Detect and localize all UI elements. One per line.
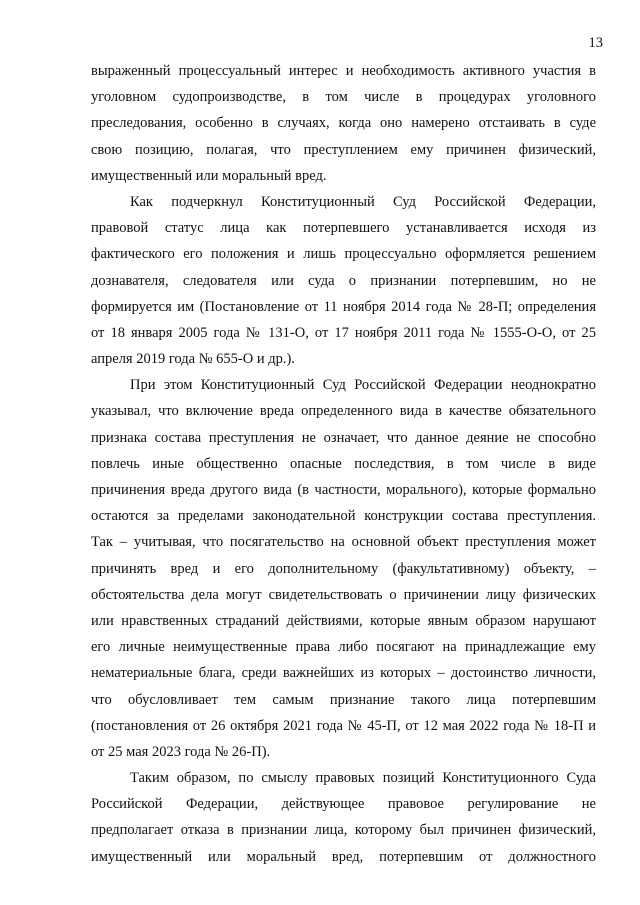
text-line: дознавателя, следователя или суда о признании потерпевшим, но не [91,272,596,289]
text-line: Так – учитывая, что посягательство на основной объект преступления может [91,534,596,551]
text-line: от 25 мая 2023 года № 26-П). [91,743,271,760]
text-line: признака состава преступления не означает, что данное деяние не способно [91,429,596,446]
text-line: выраженный процессуальный интерес и необходимость активного участия в [91,63,596,79]
text-line: остаются за пределами законодательной конструкции состава преступления. [91,508,596,525]
text-line: причинения вреда другого вида (в частности, морального), которые формально [91,482,596,498]
text-line: его личные неимущественные права либо посягают на принадлежащие ему [91,639,596,656]
text-line: свою позицию, полагая, что преступлением ему причинен физический, [91,141,596,158]
text-line: причинять вред и его дополнительному (факультативному) объекту, – [91,560,596,577]
text-line: предполагает отказа в признании лица, которому был причинен физический, [91,822,596,839]
text-line: При этом Конституционный Суд Российской Федерации неоднократно [130,377,596,394]
text-line: имущественный или моральный вред, потерпевшим от должностного [91,848,596,865]
text-line: апреля 2019 года № 655-О и др.). [91,351,295,368]
text-line: Как подчеркнул Конституционный Суд Российской Федерации, [130,193,596,210]
page-number: 13 [588,35,603,51]
text-line: что обусловливает тем самым признание такого лица потерпевшим [91,691,596,708]
text-line: Таким образом, по смыслу правовых позиций Конституционного Суда [130,770,596,787]
text-line: Российской Федерации, действующее правовое регулирование не [91,796,596,813]
paragraph-3 [91,372,596,765]
text-line: или нравственных страданий действиями, которые явным образом нарушают [91,612,596,629]
paragraph-4 [91,765,596,870]
text-line: указывал, что включение вреда определенного вида в качестве обязательного [91,403,596,420]
text-line: правовой статус лица как потерпевшего устанавливается исходя из [91,220,596,237]
text-line: имущественный или моральный вред. [91,167,327,184]
paragraph-1 [91,58,596,189]
text-line: нематериальные блага, среди важнейших из которых – достоинство личности, [91,665,596,682]
text-line: формируется им (Постановление от 11 ноября 2014 года № 28-П; определения [91,298,596,315]
document-body [91,58,596,870]
text-line: повлечь иные общественно опасные последствия, в том числе в виде [91,455,596,472]
text-line: обстоятельства дела могут свидетельствовать о причинении лицу физических [91,586,596,603]
text-line: от 18 января 2005 года № 131-О, от 17 ноября 2011 года № 1555-О-О, от 25 [91,324,596,341]
text-line: фактического его положения и лишь процессуально оформляется решением [91,246,596,263]
paragraph-2 [91,189,596,372]
text-line: преследования, особенно в случаях, когда оно намерено отстаивать в суде [91,115,596,132]
text-line: (постановления от 26 октября 2021 года № 45-П, от 12 мая 2022 года № 18-П и [91,717,596,734]
text-line: уголовном судопроизводстве, в том числе в процедурах уголовного [91,89,596,106]
